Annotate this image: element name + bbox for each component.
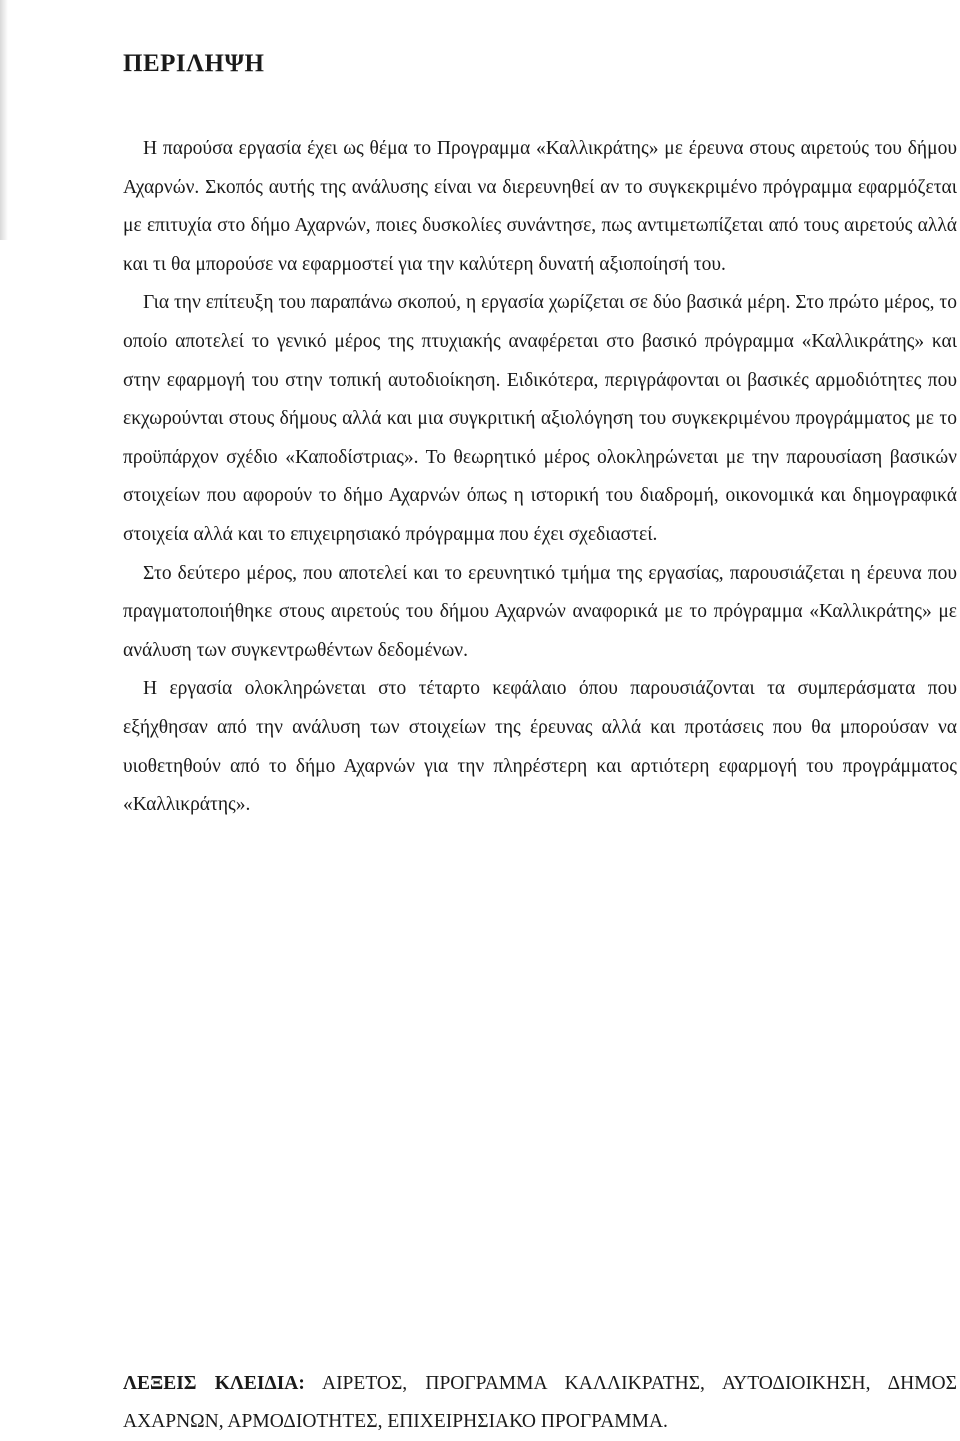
keywords-label: ΛΕΞΕΙΣ ΚΛΕΙΔΙΑ:: [123, 1373, 305, 1394]
page-title: ΠΕΡΙΛΗΨΗ: [123, 50, 265, 77]
abstract-paragraph-1: Η παρούσα εργασία έχει ως θέμα το Προγραμμα «Καλλικράτης» με έρευνα στους αιρετούς του δήμου Αχαρνών. Σκοπός αυτής της ανάλυσης είναι να διερευνηθεί αν το συγκεκριμένο πρόγραμμα εφαρμόζεται με επιτυχία στο δήμο Αχαρνών, ποιες δυσκολίες συνάντησε, πως αντιμετωπίζεται από τους αιρετούς αλλά και τι θα μπορούσε να εφαρμοστεί για την καλύτερη δυνατή αξιοποίησή του.: [123, 138, 957, 275]
keywords-list: ΑΙΡΕΤΟΣ, ΠΡΟΓΡΑΜΜΑ ΚΑΛΛΙΚΡΑΤΗΣ, ΑΥΤΟΔΙΟΙΚΗΣΗ, ΔΗΜΟΣ ΑΧΑΡΝΩΝ, ΑΡΜΟΔΙΟΤΗΤΕΣ, ΕΠΙΧΕΙΡΗΣΙΑΚΟ ΠΡΟΓΡΑΜΜΑ.: [123, 1373, 957, 1432]
abstract-body: [123, 130, 957, 825]
abstract-paragraph-3: Στο δεύτερο μέρος, που αποτελεί και το ερευνητικό τμήμα της εργασίας, παρουσιάζεται η έρευνα που πραγματοποιήθηκε στους αιρετούς του δήμου Αχαρνών αναφορικά με το πρόγραμμα «Καλλικράτης» με ανάλυση των συγκεντρωθέντων δεδομένων.: [123, 562, 957, 661]
abstract-paragraph-2: Για την επίτευξη του παραπάνω σκοπού, η εργασία χωρίζεται σε δύο βασικά μέρη. Στο πρώτο μέρος, το οποίο αποτελεί το γενικό μέρος της πτυχιακής αναφέρεται στο βασικό πρόγραμμα «Καλλικράτης» και στην εφαρμογή του στην τοπική αυτοδιοίκηση. Ειδικότερα, περιγράφονται οι βασικές αρμοδιότητες που εκχωρούνται στους δήμους αλλά και μια συγκριτική αξιολόγηση του συγκεκριμένου προγράμματος με το προϋπάρχον σχέδιο «Καποδίστριας». Το θεωρητικό μέρος ολοκληρώνεται με την παρουσίαση βασικών στοιχείων που αφορούν το δήμο Αχαρνών όπως η ιστορική του διαδρομή, οικονομικά και δημογραφικά στοιχεία αλλά και το επιχειρησιακό πρόγραμμα που έχει σχεδιαστεί.: [123, 292, 957, 545]
scan-edge-shadow: [0, 0, 8, 240]
abstract-paragraph-4: Η εργασία ολοκληρώνεται στο τέταρτο κεφάλαιο όπου παρουσιάζονται τα συμπεράσματα που εξήχθησαν από την ανάλυση των στοιχείων της έρευνας αλλά και προτάσεις που θα μπορούσαν να υιοθετηθούν από το δήμο Αχαρνών για την πληρέστερη και αρτιότερη εφαρμογή του προγράμματος «Καλλικράτης».: [123, 678, 957, 816]
keywords-section: [123, 1365, 957, 1441]
